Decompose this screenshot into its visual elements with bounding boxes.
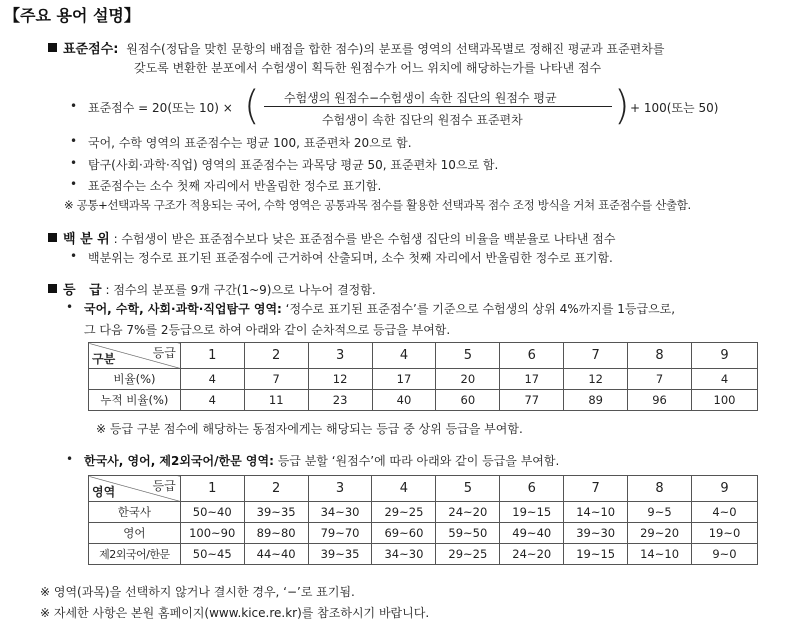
percentile-bullet: • 백분위는 정수로 표기된 표준점수에 근거하여 산출되며, 소수 첫째 자리에서 반올림한 정수로 표기함.: [88, 249, 613, 266]
page-title: 【주요 용어 설명】: [4, 6, 140, 25]
grade-header-cell: 9: [691, 343, 757, 369]
grade-ratio-table: [88, 342, 758, 411]
standard-bullet-1: • 국어, 수학 영역의 표준점수는 평균 100, 표준편차 20으로 함.: [88, 134, 412, 151]
grade-header-cell: 4: [372, 476, 436, 502]
grade-header-cell: 5: [436, 343, 500, 369]
grade-header-cell: 5: [436, 476, 500, 502]
table-row: 비율(%) 4 7 12 17 20 17 12 7 4: [89, 369, 758, 390]
square-bullet-icon: [48, 233, 57, 242]
table-corner-cell: 등급 영역: [89, 476, 181, 502]
grade-desc: : 점수의 분포를 9개 구간(1~9)으로 나누어 결정함.: [105, 283, 376, 297]
percentile-heading-row: [48, 228, 615, 247]
square-bullet-icon: [48, 284, 57, 293]
grade-sub2-line: • 한국사, 영어, 제2외국어/한문 영역: 등급 분할 ‘원점수’에 따라 아래와 같이 등급을 부여함.: [84, 452, 559, 469]
standard-bullet-3: • 표준점수는 소수 첫째 자리에서 반올림한 정수로 표기함.: [88, 177, 381, 194]
tie-note: ※ 등급 구분 점수에 해당하는 동점자에게는 해당되는 등급 중 상위 등급을 부여함.: [96, 422, 523, 436]
grade-heading: 등 급: [63, 283, 102, 298]
row-label: 영어: [89, 523, 181, 544]
grade-header-cell: 9: [692, 476, 758, 502]
table-header-row: [89, 343, 758, 369]
percentile-desc: : 수험생이 받은 표준점수보다 낮은 표준점수를 받은 수험생 집단의 비율을 백분율로 나타낸 점수: [113, 232, 616, 246]
grade-header-cell: 6: [500, 343, 564, 369]
fraction-bar: [264, 106, 612, 107]
grade-sub1-line2: 그 다음 7%를 2등급으로 하여 아래와 같이 순차적으로 등급을 부여함.: [84, 323, 451, 337]
open-paren: (: [244, 83, 260, 129]
grade-header-cell: 1: [180, 343, 244, 369]
row-label: 한국사: [89, 502, 181, 523]
table-row: 영어 100~90 89~80 79~70 69~60 59~50 49~40 39~30 29~20 19~0: [89, 523, 758, 544]
grade-header-cell: 3: [308, 343, 372, 369]
grade-header-cell: 2: [244, 476, 308, 502]
footer-note-2: ※ 자세한 사항은 본원 홈페이지(www.kice.re.kr)를 참조하시기 바랍니다.: [40, 606, 430, 620]
table-corner-cell: 등급 구분: [89, 343, 181, 369]
standard-score-desc-2: 갖도록 변환한 분포에서 수험생이 획득한 원점수가 어느 위치에 해당하는가를 나타낸 점수: [134, 61, 602, 75]
formula-numerator: 수험생의 원점수−수험생이 속한 집단의 원점수 평균: [284, 91, 557, 105]
grade-header-cell: 1: [180, 476, 244, 502]
footer-note-1: ※ 영역(과목)을 선택하지 않거나 결시한 경우, ‘−’로 표기됨.: [40, 585, 355, 599]
grade-header-cell: 3: [308, 476, 372, 502]
grade-rawscore-table: [88, 475, 758, 565]
row-label: 비율(%): [89, 369, 181, 390]
grade-header-cell: 7: [564, 343, 628, 369]
grade-header-cell: 8: [628, 343, 692, 369]
table-row: 누적 비율(%) 4 11 23 40 60 77 89 96 100: [89, 390, 758, 411]
standard-score-desc-1: 원점수(정답을 맞힌 문항의 배점을 합한 점수)의 분포를 영역의 선택과목별로 정해진 평균과 표준편차를: [126, 42, 665, 56]
formula-rhs: + 100(또는 50): [630, 101, 719, 115]
grade-sub2-bold: 한국사, 영어, 제2외국어/한문 영역:: [84, 454, 274, 468]
row-label: 제2외국어/한문: [89, 544, 181, 565]
percentile-heading: 백 분 위: [63, 232, 110, 247]
row-label: 누적 비율(%): [89, 390, 181, 411]
grade-header-cell: 6: [500, 476, 564, 502]
standard-bullet-2: • 탐구(사회·과학·직업) 영역의 표준점수는 과목당 평균 50, 표준편차 10으로 함.: [88, 156, 498, 173]
standard-score-heading: 표준점수: [63, 42, 114, 57]
grade-header-cell: 4: [372, 343, 436, 369]
grade-header-cell: 2: [244, 343, 308, 369]
standard-score-heading-row: 표준점수: 원점수(정답을 맞힌 문항의 배점을 합한 점수)의 분포를 영역의 선택과목별로 정해진 평균과 표준편차를: [48, 38, 664, 57]
table-header-row: [89, 476, 758, 502]
grade-header-cell: 7: [564, 476, 628, 502]
standard-score-note: ※ 공통+선택과목 구조가 적용되는 국어, 수학 영역은 공통과목 점수를 활용한 선택과목 점수 조정 방식을 거쳐 표준점수를 산출함.: [64, 198, 691, 212]
formula-denominator: 수험생이 속한 집단의 원점수 표준편차: [322, 113, 523, 127]
grade-sub1-bold: 국어, 수학, 사회·과학·직업탐구 영역:: [84, 302, 282, 316]
grade-header-cell: 8: [628, 476, 692, 502]
formula-lhs: • 표준점수 = 20(또는 10) ×: [88, 99, 233, 116]
grade-heading-row: [48, 279, 376, 298]
table-row: 제2외국어/한문 50~45 44~40 39~35 34~30 29~25 24~20 19~15 14~10 9~0: [89, 544, 758, 565]
grade-sub1-line1: • 국어, 수학, 사회·과학·직업탐구 영역: ‘정수로 표기된 표준점수’를 기준으로 수험생의 상위 4%까지를 1등급으로,: [84, 300, 675, 317]
close-paren: ): [614, 83, 630, 129]
square-bullet-icon: [48, 43, 57, 52]
table-row: 한국사 50~40 39~35 34~30 29~25 24~20 19~15 14~10 9~5 4~0: [89, 502, 758, 523]
